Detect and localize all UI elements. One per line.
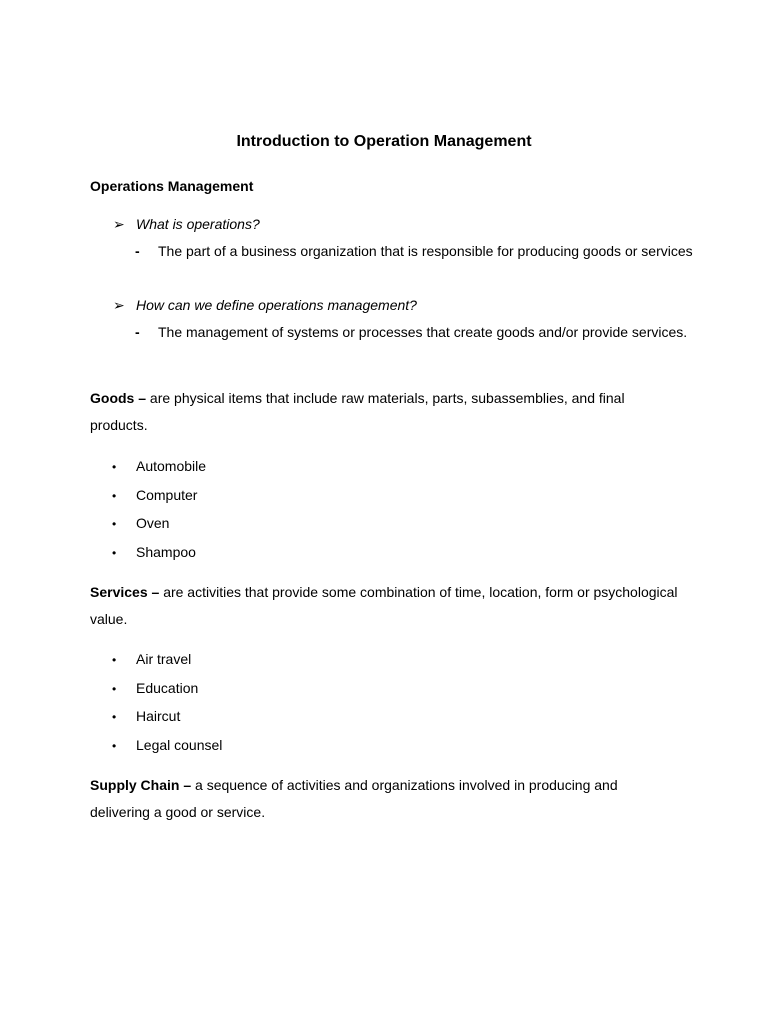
list-item	[112, 737, 222, 753]
bullet-icon: •	[112, 739, 117, 753]
list-item-text: Automobile	[136, 458, 207, 474]
bullet-icon: •	[112, 460, 117, 474]
arrow-bullet-icon: ➢	[113, 297, 125, 313]
list-item	[112, 458, 206, 474]
answer-item	[135, 319, 695, 346]
goods-definition	[90, 385, 680, 439]
list-item-text: Education	[136, 680, 199, 696]
list-item-text: Legal counsel	[136, 737, 223, 753]
list-item	[112, 515, 169, 531]
bullet-icon: •	[112, 653, 117, 667]
answer-text: The management of systems or processes that create goods and/or provide services.	[158, 324, 688, 340]
supply-chain-definition	[90, 772, 680, 826]
bullet-icon: •	[112, 710, 117, 724]
list-item-text: Air travel	[136, 651, 192, 667]
dash-bullet-icon: -	[135, 324, 140, 340]
goods-term: Goods –	[90, 390, 147, 406]
list-item-text: Computer	[136, 487, 198, 503]
list-item-text: Haircut	[136, 708, 181, 724]
dash-bullet-icon: -	[135, 243, 140, 259]
list-item	[112, 487, 197, 503]
question-text: What is operations?	[136, 216, 260, 232]
bullet-icon: •	[112, 546, 117, 560]
bullet-icon: •	[112, 489, 117, 503]
answer-item	[135, 238, 695, 265]
answer-text: The part of a business organization that is responsible for producing goods or services	[158, 243, 693, 259]
question-item	[113, 297, 417, 314]
bullet-icon: •	[112, 682, 117, 696]
services-definition	[90, 579, 680, 633]
question-item	[113, 216, 260, 233]
question-text: How can we define operations management?	[136, 297, 417, 313]
section-heading: Operations Management	[90, 178, 254, 194]
supply-chain-term: Supply Chain –	[90, 777, 192, 793]
goods-definition-text: are physical items that include raw materials, parts, subassemblies, and final products.	[90, 390, 625, 433]
services-term: Services –	[90, 584, 160, 600]
list-item-text: Oven	[136, 515, 170, 531]
list-item	[112, 544, 196, 560]
services-definition-text: are activities that provide some combination of time, location, form or psychological value.	[90, 584, 678, 627]
list-item	[112, 680, 198, 696]
list-item-text: Shampoo	[136, 544, 196, 560]
list-item	[112, 708, 180, 724]
document-title: Introduction to Operation Management	[236, 133, 532, 150]
supply-chain-definition-text: a sequence of activities and organizations involved in producing and delivering a good or service.	[90, 777, 618, 820]
list-item	[112, 651, 191, 667]
bullet-icon: •	[112, 517, 117, 531]
arrow-bullet-icon: ➢	[113, 216, 125, 232]
